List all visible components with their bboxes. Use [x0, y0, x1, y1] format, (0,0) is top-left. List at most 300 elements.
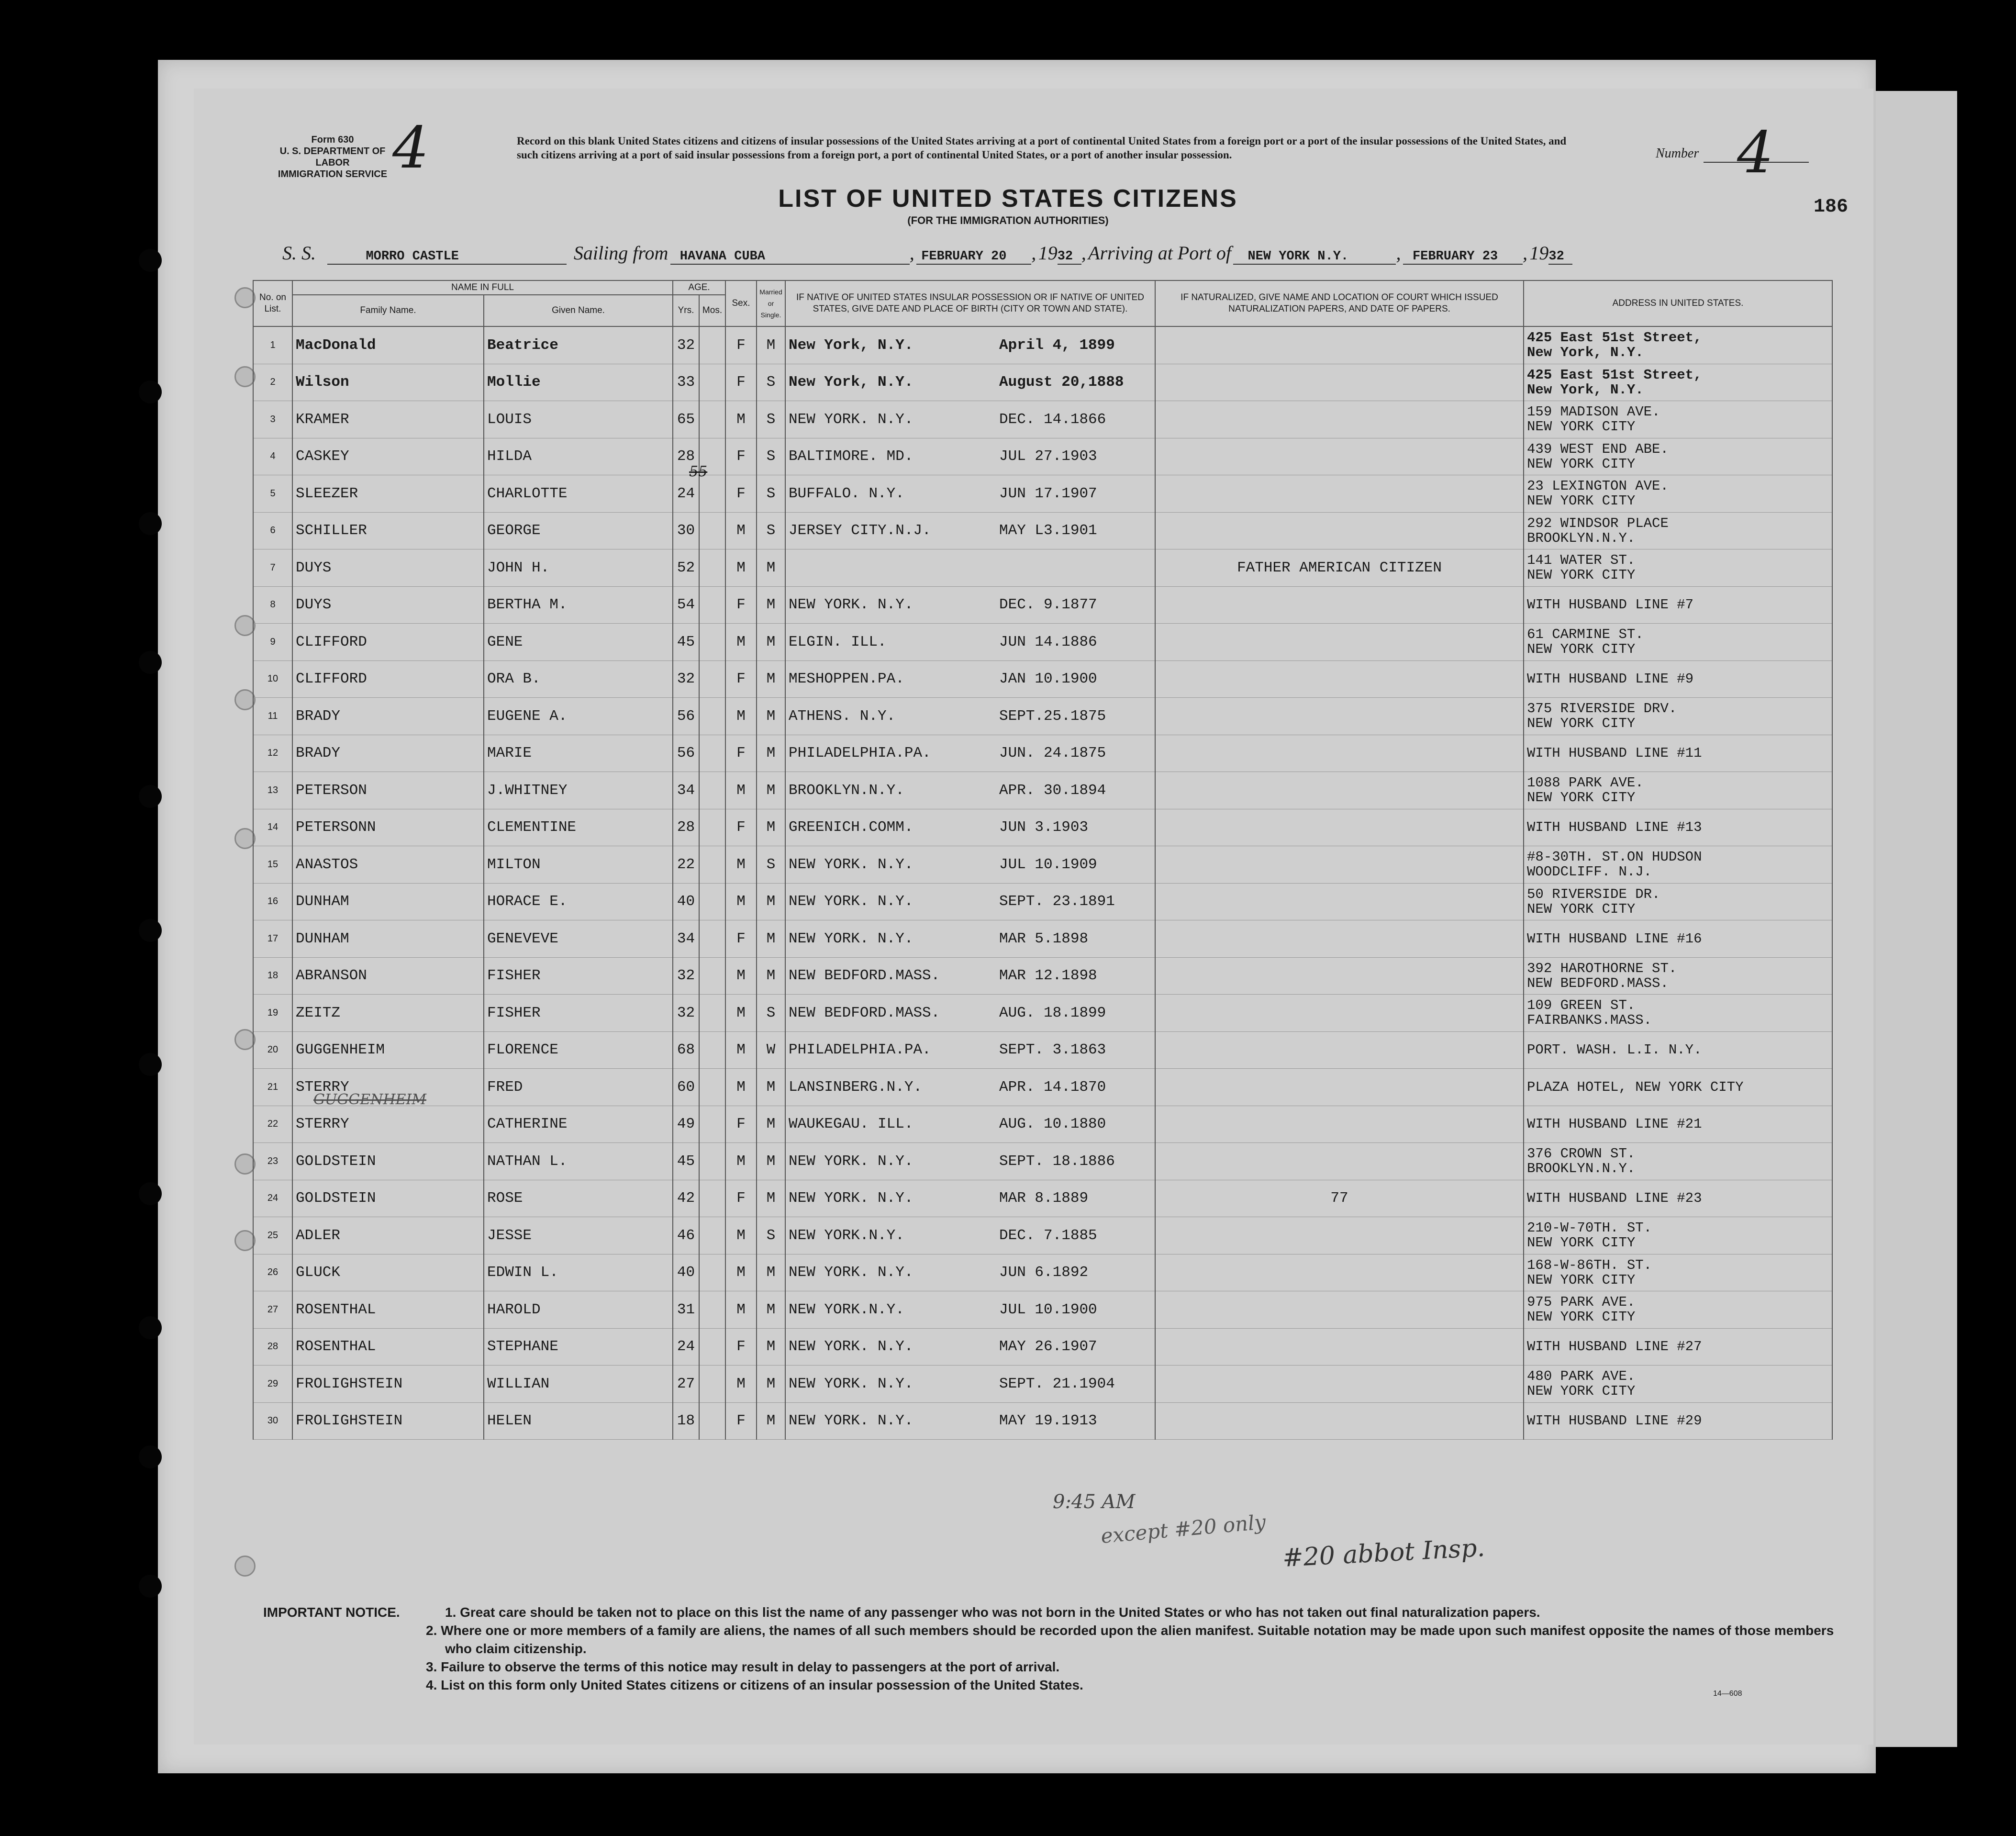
- naturalization: [1155, 401, 1524, 438]
- age-months: [699, 549, 725, 587]
- marital-status: M: [757, 661, 785, 698]
- birth-date: MAY 26.1907: [999, 1338, 1097, 1355]
- table-row: [253, 1180, 1832, 1217]
- birth-date: MAY 19.1913: [999, 1412, 1097, 1430]
- sex: M: [725, 698, 757, 735]
- birth-place-date: [785, 846, 1155, 884]
- birth-place: LANSINBERG.N.Y.: [789, 1078, 923, 1096]
- sex: F: [725, 326, 757, 364]
- naturalization: [1155, 475, 1524, 513]
- age-years: 42: [673, 1180, 699, 1217]
- page-title: LIST OF UNITED STATES CITIZENS: [778, 185, 1238, 213]
- address-line: 292 WINDSOR PLACE: [1527, 515, 1669, 531]
- port-from: HAVANA CUBA: [679, 249, 766, 264]
- birth-date: August 20,1888: [999, 374, 1124, 391]
- address-line: 425 East 51st Street,: [1527, 367, 1702, 383]
- row-number: 3: [253, 401, 292, 438]
- row-number: 19: [253, 995, 292, 1032]
- age-years: 46: [673, 1217, 699, 1254]
- col-married: Married or Single.: [757, 280, 785, 326]
- given-name: EUGENE A.: [484, 698, 673, 735]
- birth-place-date: [785, 661, 1155, 698]
- address-line: 141 WATER ST.: [1527, 552, 1636, 569]
- age-years: 28: [673, 809, 699, 846]
- given-name: NATHAN L.: [484, 1143, 673, 1180]
- table-row: [253, 1106, 1832, 1143]
- address-line: BROOKLYN.N.Y.: [1527, 1161, 1636, 1177]
- address-line: WITH HUSBAND LINE #11: [1527, 745, 1702, 761]
- given-name: GENE: [484, 624, 673, 661]
- birth-place-date: [785, 995, 1155, 1032]
- birth-place-date: [785, 512, 1155, 549]
- marital-status: M: [757, 957, 785, 995]
- family-name: BRADY: [292, 698, 484, 735]
- address-line: 439 WEST END ABE.: [1527, 441, 1669, 457]
- birth-date: JUN 14.1886: [999, 633, 1097, 650]
- birth-place-date: [785, 1069, 1155, 1106]
- birth-place: BUFFALO. N.Y.: [789, 485, 904, 502]
- naturalization: [1155, 1254, 1524, 1291]
- marital-status: S: [757, 438, 785, 475]
- binder-hole: [139, 381, 162, 403]
- given-name: Mollie: [484, 364, 673, 401]
- address: [1524, 661, 1832, 698]
- family-name: MacDonald: [292, 326, 484, 364]
- naturalization: [1155, 1143, 1524, 1180]
- sex: F: [725, 735, 757, 772]
- table-row: [253, 1366, 1832, 1403]
- ss-label: S. S.: [282, 242, 316, 264]
- notice-item: 4. List on this form only United States citizens or citizens of an insular possession of the United States.: [426, 1678, 1083, 1692]
- naturalization: [1155, 920, 1524, 958]
- address: [1524, 1031, 1832, 1069]
- age-months: [699, 624, 725, 661]
- marital-status: M: [757, 1328, 785, 1366]
- marital-status: M: [757, 809, 785, 846]
- birth-date: April 4, 1899: [999, 336, 1115, 354]
- sex: M: [725, 883, 757, 920]
- age-months: [699, 1031, 725, 1069]
- birth-place-date: [785, 364, 1155, 401]
- table-row: [253, 1217, 1832, 1254]
- address: [1524, 475, 1832, 513]
- row-number: 21: [253, 1069, 292, 1106]
- birth-date: JUL 10.1900: [999, 1301, 1097, 1318]
- birth-place: GREENICH.COMM.: [789, 819, 913, 836]
- naturalization: [1155, 957, 1524, 995]
- birth-place: BROOKLYN.N.Y.: [789, 782, 904, 799]
- address-line: 375 RIVERSIDE DRV.: [1527, 701, 1677, 717]
- marital-status: S: [757, 475, 785, 513]
- address: [1524, 1366, 1832, 1403]
- address-line: NEW YORK CITY: [1527, 790, 1636, 806]
- sex: F: [725, 661, 757, 698]
- naturalization: [1155, 586, 1524, 624]
- row-number: 13: [253, 772, 292, 809]
- address-line: PORT. WASH. L.I. N.Y.: [1527, 1042, 1702, 1058]
- col-yrs: Yrs.: [673, 295, 699, 326]
- birth-date: APR. 14.1870: [999, 1078, 1106, 1096]
- naturalization: [1155, 1328, 1524, 1366]
- birth-place-date: [785, 957, 1155, 995]
- address-line: WOODCLIFF. N.J.: [1527, 864, 1652, 880]
- sex: F: [725, 1106, 757, 1143]
- age-years: 33: [673, 364, 699, 401]
- birth-date: SEPT. 23.1891: [999, 893, 1115, 910]
- age-months: [699, 661, 725, 698]
- table-row: [253, 364, 1832, 401]
- marital-status: M: [757, 1254, 785, 1291]
- page-subtitle: (FOR THE IMMIGRATION AUTHORITIES): [907, 214, 1109, 226]
- naturalization: [1155, 326, 1524, 364]
- table-row: [253, 549, 1832, 587]
- birth-date: DEC. 7.1885: [999, 1227, 1097, 1244]
- address: [1524, 438, 1832, 475]
- family-name: SLEEZER: [292, 475, 484, 513]
- age-years: 56: [673, 735, 699, 772]
- given-name: JOHN H.: [484, 549, 673, 587]
- sex: M: [725, 512, 757, 549]
- binder-hole: [139, 249, 162, 272]
- naturalization: [1155, 995, 1524, 1032]
- marital-status: M: [757, 698, 785, 735]
- year-prefix: 19: [1038, 242, 1058, 264]
- birth-place: NEW YORK. N.Y.: [789, 1190, 913, 1207]
- depart-year: 32: [1057, 249, 1073, 264]
- address: [1524, 624, 1832, 661]
- birth-place: NEW YORK. N.Y.: [789, 596, 913, 614]
- sex: F: [725, 475, 757, 513]
- row-number: 26: [253, 1254, 292, 1291]
- form-number-block: [278, 134, 388, 180]
- marital-status: M: [757, 549, 785, 587]
- sex: F: [725, 809, 757, 846]
- given-name: MARIE: [484, 735, 673, 772]
- age-years: 34: [673, 920, 699, 958]
- birth-date: SEPT. 3.1863: [999, 1041, 1106, 1059]
- marital-status: M: [757, 883, 785, 920]
- address-line: 50 RIVERSIDE DR.: [1527, 886, 1660, 902]
- naturalization: [1155, 809, 1524, 846]
- family-name: GUGGENHEIM: [292, 1031, 484, 1069]
- birth-place-date: [785, 1106, 1155, 1143]
- naturalization: [1155, 512, 1524, 549]
- age-months: [699, 920, 725, 958]
- binder-hole: [139, 1182, 162, 1205]
- sex: M: [725, 995, 757, 1032]
- sex: M: [725, 549, 757, 587]
- address-line: NEW YORK CITY: [1527, 567, 1636, 583]
- birth-place-date: [785, 624, 1155, 661]
- marital-status: S: [757, 401, 785, 438]
- address-line: 1088 PARK AVE.: [1527, 775, 1644, 791]
- age-months: [699, 512, 725, 549]
- family-name: DUNHAM: [292, 883, 484, 920]
- marital-status: S: [757, 1217, 785, 1254]
- address: [1524, 1106, 1832, 1143]
- naturalization: [1155, 1366, 1524, 1403]
- row-number: 12: [253, 735, 292, 772]
- sex: M: [725, 1254, 757, 1291]
- family-name: ZEITZ: [292, 995, 484, 1032]
- marital-status: M: [757, 1106, 785, 1143]
- birth-place: NEW BEDFORD.MASS.: [789, 967, 940, 985]
- age-months: [699, 1180, 725, 1217]
- col-mos: Mos.: [699, 295, 725, 326]
- marital-status: M: [757, 1402, 785, 1440]
- address-line: FAIRBANKS.MASS.: [1527, 1012, 1652, 1029]
- family-name: PETERSONN: [292, 809, 484, 846]
- birth-place: New York, N.Y.: [789, 336, 913, 354]
- table-row: [253, 475, 1832, 513]
- address-line: NEW YORK CITY: [1527, 456, 1636, 472]
- inspector-note: #20 abbot Insp.: [1281, 1533, 1486, 1573]
- address: [1524, 735, 1832, 772]
- family-name: GOLDSTEIN: [292, 1180, 484, 1217]
- address: [1524, 401, 1832, 438]
- birth-place-date: [785, 1254, 1155, 1291]
- naturalization: [1155, 1069, 1524, 1106]
- age-years: 45: [673, 624, 699, 661]
- address: [1524, 1217, 1832, 1254]
- birth-date: JUL 27.1903: [999, 448, 1097, 465]
- footer-code: 14—608: [1713, 1690, 1742, 1698]
- family-name: DUYS: [292, 549, 484, 587]
- birth-place: NEW YORK.N.Y.: [789, 1301, 904, 1318]
- age-months: [699, 957, 725, 995]
- family-name: CASKEY: [292, 438, 484, 475]
- family-name: BRADY: [292, 735, 484, 772]
- given-name: HELEN: [484, 1402, 673, 1440]
- address-line: WITH HUSBAND LINE #29: [1527, 1413, 1702, 1429]
- given-name: STEPHANE: [484, 1328, 673, 1366]
- birth-date: DEC. 9.1877: [999, 596, 1097, 614]
- age-years: 40: [673, 1254, 699, 1291]
- table-row: [253, 1328, 1832, 1366]
- birth-date: AUG. 10.1880: [999, 1116, 1106, 1133]
- record-instructions: Record on this blank United States citizens and citizens of insular possessions of the United States arriving at a port of continental United States from a foreign port or a port of the insular possessions of the United States, and such citizens arriving at a port of said insular possessions from a foreign port, a port of continental United States, or a port of another insular possession.: [517, 135, 1567, 161]
- given-name: FLORENCE: [484, 1031, 673, 1069]
- family-name: FROLIGHSTEIN: [292, 1366, 484, 1403]
- important-notice: [263, 1603, 1842, 1694]
- given-name: J.WHITNEY: [484, 772, 673, 809]
- row-number: 6: [253, 512, 292, 549]
- row-number: 23: [253, 1143, 292, 1180]
- address-line: NEW YORK CITY: [1527, 1272, 1636, 1288]
- marital-status: M: [757, 326, 785, 364]
- binder-hole: [139, 1445, 162, 1468]
- naturalization: [1155, 1031, 1524, 1069]
- address: [1524, 512, 1832, 549]
- row-number: 20: [253, 1031, 292, 1069]
- address: [1524, 846, 1832, 884]
- row-number: 30: [253, 1402, 292, 1440]
- col-name-in-full: NAME IN FULL: [292, 280, 673, 295]
- birth-date: SEPT.25.1875: [999, 707, 1106, 725]
- address: [1524, 883, 1832, 920]
- table-row: [253, 586, 1832, 624]
- birth-date: DEC. 14.1866: [999, 411, 1106, 428]
- birth-place: MESHOPPEN.PA.: [789, 671, 904, 688]
- row-number: 22: [253, 1106, 292, 1143]
- age-months: [699, 1366, 725, 1403]
- family-name: STERRY: [292, 1069, 484, 1106]
- marital-status: M: [757, 1291, 785, 1329]
- notice-item: 3. Failure to observe the terms of this notice may result in delay to passengers at the port of arrival.: [426, 1659, 1060, 1674]
- birth-place: NEW YORK. N.Y.: [789, 1264, 913, 1281]
- given-name: HORACE E.: [484, 883, 673, 920]
- birth-place: PHILADELPHIA.PA.: [789, 1041, 931, 1059]
- family-name: ABRANSON: [292, 957, 484, 995]
- given-name: ORA B.: [484, 661, 673, 698]
- family-name: Wilson: [292, 364, 484, 401]
- marital-status: S: [757, 512, 785, 549]
- given-name: MILTON: [484, 846, 673, 884]
- birth-date: JAN 10.1900: [999, 671, 1097, 688]
- age-years: 52: [673, 549, 699, 587]
- sex: F: [725, 586, 757, 624]
- address: [1524, 957, 1832, 995]
- birth-place-date: [785, 735, 1155, 772]
- age-months: [699, 364, 725, 401]
- age-years: 30: [673, 512, 699, 549]
- struck-name: GUGGENHEIM: [313, 1091, 426, 1108]
- birth-place: NEW BEDFORD.MASS.: [789, 1004, 940, 1021]
- sex: F: [725, 364, 757, 401]
- birth-date: MAY L3.1901: [999, 522, 1097, 539]
- binder-hole: [139, 512, 162, 535]
- family-name: ROSENTHAL: [292, 1328, 484, 1366]
- address-line: NEW YORK CITY: [1527, 1235, 1636, 1251]
- address-line: 168-W-86TH. ST.: [1527, 1257, 1652, 1273]
- row-number: 16: [253, 883, 292, 920]
- port-to: NEW YORK N.Y.: [1247, 249, 1349, 264]
- address-line: NEW YORK CITY: [1527, 1309, 1636, 1325]
- sex: M: [725, 1069, 757, 1106]
- birth-date: MAR 8.1889: [999, 1190, 1089, 1207]
- address: [1524, 326, 1832, 364]
- address-line: 376 CROWN ST.: [1527, 1146, 1636, 1162]
- table-row: [253, 1143, 1832, 1180]
- naturalization: [1155, 364, 1524, 401]
- address: [1524, 772, 1832, 809]
- address-line: NEW YORK CITY: [1527, 419, 1636, 435]
- marital-status: M: [757, 586, 785, 624]
- naturalization: [1155, 624, 1524, 661]
- naturalization: 77: [1155, 1180, 1524, 1217]
- age-months: [699, 1217, 725, 1254]
- age-months: [699, 1291, 725, 1329]
- age-years: 65: [673, 401, 699, 438]
- marital-status: S: [757, 995, 785, 1032]
- birth-date: APR. 30.1894: [999, 782, 1106, 799]
- birth-place-date: [785, 698, 1155, 735]
- address-line: WITH HUSBAND LINE #9: [1527, 671, 1694, 687]
- row-number: 10: [253, 661, 292, 698]
- naturalization: [1155, 1106, 1524, 1143]
- address-line: 23 LEXINGTON AVE.: [1527, 478, 1669, 494]
- form-line: U. S. DEPARTMENT OF LABOR: [279, 146, 386, 168]
- table-row: [253, 920, 1832, 958]
- birth-date: JUN 6.1892: [999, 1264, 1089, 1281]
- age-months: [699, 475, 725, 513]
- table-row: [253, 846, 1832, 884]
- birth-place: ATHENS. N.Y.: [789, 707, 896, 725]
- birth-place-date: [785, 586, 1155, 624]
- age-months: [699, 326, 725, 364]
- table-row: [253, 957, 1832, 995]
- given-name: CHARLOTTE: [484, 475, 673, 513]
- address: [1524, 1143, 1832, 1180]
- arrive-date: FEBRUARY 23: [1412, 249, 1498, 264]
- row-number: 4: [253, 438, 292, 475]
- given-name: CATHERINE: [484, 1106, 673, 1143]
- row-number: 8: [253, 586, 292, 624]
- table-row: [253, 772, 1832, 809]
- sex: M: [725, 1366, 757, 1403]
- family-name: ROSENTHAL: [292, 1291, 484, 1329]
- table-row: [253, 624, 1832, 661]
- binder-hole: [139, 1575, 162, 1598]
- birth-place-date: [785, 809, 1155, 846]
- address: [1524, 1291, 1832, 1329]
- age-years: 27: [673, 1366, 699, 1403]
- col-naturalized: IF NATURALIZED, GIVE NAME AND LOCATION OF COURT WHICH ISSUED NATURALIZATION PAPERS, AND DATE OF PAPERS.: [1155, 280, 1524, 326]
- col-given-name: Given Name.: [484, 295, 673, 326]
- punch-ring: [234, 1556, 256, 1577]
- birth-place: NEW YORK.N.Y.: [789, 1227, 904, 1244]
- birth-place-date: [785, 1366, 1155, 1403]
- age-years: 45: [673, 1143, 699, 1180]
- age-years: 40: [673, 883, 699, 920]
- address-line: WITH HUSBAND LINE #23: [1527, 1190, 1702, 1207]
- birth-date: SEPT. 21.1904: [999, 1375, 1115, 1392]
- sex: M: [725, 846, 757, 884]
- given-name: HAROLD: [484, 1291, 673, 1329]
- sex: M: [725, 1217, 757, 1254]
- marital-status: S: [757, 364, 785, 401]
- address-line: 159 MADISON AVE.: [1527, 404, 1660, 420]
- birth-date: JUN. 24.1875: [999, 745, 1106, 762]
- row-number: 17: [253, 920, 292, 958]
- family-name: DUNHAM: [292, 920, 484, 958]
- address: [1524, 920, 1832, 958]
- address: [1524, 995, 1832, 1032]
- birth-place: New York, N.Y.: [789, 374, 913, 391]
- address-line: New York, N.Y.: [1527, 381, 1644, 398]
- age-months: [699, 883, 725, 920]
- binder-hole: [139, 785, 162, 808]
- birth-place: NEW YORK. N.Y.: [789, 930, 913, 947]
- age-years: 32: [673, 957, 699, 995]
- naturalization: FATHER AMERICAN CITIZEN: [1155, 549, 1524, 587]
- table-row: [253, 1402, 1832, 1440]
- binder-hole: [139, 1053, 162, 1076]
- birth-place-date: [785, 1328, 1155, 1366]
- family-name: SCHILLER: [292, 512, 484, 549]
- naturalization: [1155, 772, 1524, 809]
- address: [1524, 1069, 1832, 1106]
- naturalization: [1155, 1217, 1524, 1254]
- sex: M: [725, 772, 757, 809]
- naturalization: [1155, 698, 1524, 735]
- birth-place-date: [785, 1402, 1155, 1440]
- age-months: [699, 735, 725, 772]
- table-row: [253, 1069, 1832, 1106]
- address-line: NEW BEDFORD.MASS.: [1527, 975, 1669, 991]
- birth-place: NEW YORK. N.Y.: [789, 893, 913, 910]
- given-name: CLEMENTINE: [484, 809, 673, 846]
